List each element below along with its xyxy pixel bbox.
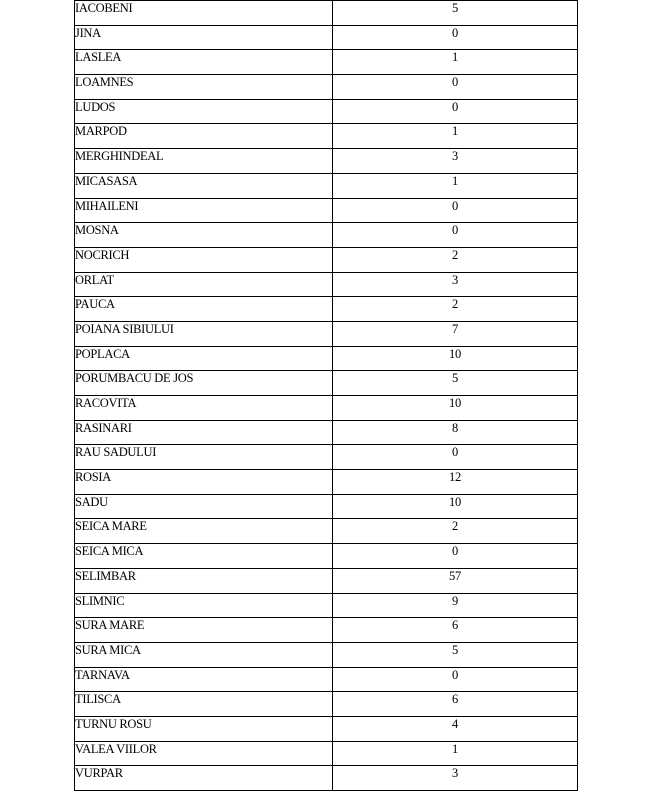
locality-name-cell: RASINARI [75,420,333,445]
locality-name-cell: SADU [75,494,333,519]
table-row [75,593,578,618]
locality-name-cell: SLIMNIC [75,593,333,618]
locality-name-cell: SURA MICA [75,642,333,667]
locality-name-cell: IACOBENI [75,1,333,26]
locality-name-cell: VURPAR [75,766,333,791]
count-value-cell: 0 [333,198,578,223]
table-row [75,642,578,667]
locality-name-cell: RACOVITA [75,396,333,421]
table-row [75,1,578,26]
count-value-cell: 5 [333,642,578,667]
table-row [75,223,578,248]
table-row [75,297,578,322]
locality-name-cell: MOSNA [75,223,333,248]
table-row [75,173,578,198]
table-row [75,371,578,396]
table-row [75,519,578,544]
table-row [75,149,578,174]
table-row [75,99,578,124]
locality-name-cell: MERGHINDEAL [75,149,333,174]
count-value-cell: 1 [333,741,578,766]
count-value-cell: 8 [333,420,578,445]
locality-name-cell: SELIMBAR [75,568,333,593]
count-value-cell: 12 [333,470,578,495]
locality-name-cell: TURNU ROSU [75,716,333,741]
locality-name-cell: LUDOS [75,99,333,124]
count-value-cell: 1 [333,124,578,149]
locality-name-cell: PORUMBACU DE JOS [75,371,333,396]
table-row [75,544,578,569]
locality-name-cell: RAU SADULUI [75,445,333,470]
locality-name-cell: TILISCA [75,692,333,717]
table-row [75,568,578,593]
table-row [75,618,578,643]
count-value-cell: 57 [333,568,578,593]
count-value-cell: 5 [333,371,578,396]
count-value-cell: 2 [333,519,578,544]
count-value-cell: 4 [333,716,578,741]
locality-name-cell: POPLACA [75,346,333,371]
count-value-cell: 0 [333,25,578,50]
locality-name-cell: LOAMNES [75,75,333,100]
table-row [75,25,578,50]
locality-name-cell: SURA MARE [75,618,333,643]
locality-name-cell: ROSIA [75,470,333,495]
table-row [75,321,578,346]
count-value-cell: 0 [333,667,578,692]
table-row [75,470,578,495]
table-row [75,692,578,717]
table-row [75,50,578,75]
count-value-cell: 10 [333,396,578,421]
count-value-cell: 9 [333,593,578,618]
table-row [75,716,578,741]
table-row [75,272,578,297]
locality-name-cell: SEICA MICA [75,544,333,569]
table-row [75,124,578,149]
locality-name-cell: VALEA VIILOR [75,741,333,766]
locality-name-cell: NOCRICH [75,247,333,272]
count-value-cell: 10 [333,494,578,519]
table-body [75,1,578,791]
locality-table [74,0,578,791]
table-row [75,198,578,223]
table-row [75,766,578,791]
count-value-cell: 0 [333,544,578,569]
locality-name-cell: MICASASA [75,173,333,198]
locality-name-cell: MIHAILENI [75,198,333,223]
count-value-cell: 10 [333,346,578,371]
table-row [75,247,578,272]
count-value-cell: 2 [333,297,578,322]
count-value-cell: 1 [333,50,578,75]
count-value-cell: 5 [333,1,578,26]
table-row [75,396,578,421]
table-row [75,75,578,100]
count-value-cell: 3 [333,766,578,791]
table-row [75,494,578,519]
count-value-cell: 1 [333,173,578,198]
table-row [75,445,578,470]
locality-name-cell: SEICA MARE [75,519,333,544]
count-value-cell: 6 [333,618,578,643]
table-row [75,741,578,766]
count-value-cell: 6 [333,692,578,717]
count-value-cell: 2 [333,247,578,272]
locality-name-cell: PAUCA [75,297,333,322]
count-value-cell: 0 [333,99,578,124]
table-row [75,346,578,371]
locality-name-cell: ORLAT [75,272,333,297]
count-value-cell: 0 [333,445,578,470]
locality-name-cell: POIANA SIBIULUI [75,321,333,346]
locality-name-cell: JINA [75,25,333,50]
count-value-cell: 3 [333,272,578,297]
locality-name-cell: MARPOD [75,124,333,149]
count-value-cell: 7 [333,321,578,346]
count-value-cell: 3 [333,149,578,174]
count-value-cell: 0 [333,223,578,248]
count-value-cell: 0 [333,75,578,100]
locality-name-cell: TARNAVA [75,667,333,692]
table-row [75,420,578,445]
locality-name-cell: LASLEA [75,50,333,75]
table-row [75,667,578,692]
